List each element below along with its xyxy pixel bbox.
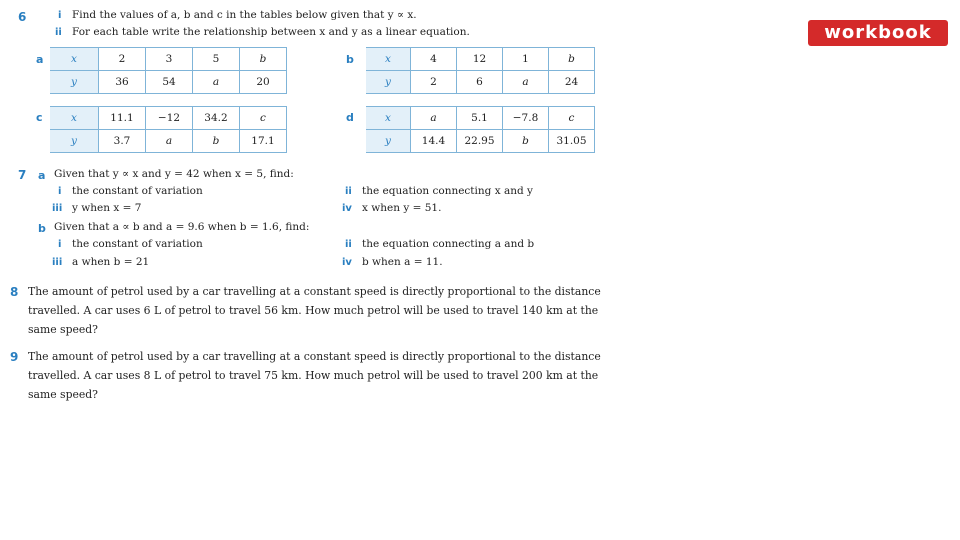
table-cell: a [193,71,240,94]
question-9-text: The amount of petrol used by a car travelling at a constant speed is directly proportional to the distance travelled. A car uses 8 L of petrol to travel 75 km. How much petrol will be used to travel 200 km at the same speed? [28,350,601,401]
table-row [50,48,287,71]
table-cell: 11.1 [99,107,146,130]
table-cell: 3 [146,48,193,71]
table-cell: 2 [99,48,146,71]
table-a [50,47,287,94]
q7a-item-label: iv [342,203,352,214]
table-row [366,107,595,130]
q7a-item-label: i [58,186,62,197]
q7a-item-text: y when x = 7 [72,202,142,214]
table-c [50,106,287,153]
table-cell: 1 [503,48,549,71]
table-cell: a [146,130,193,153]
question-7-number: 7 [18,168,27,182]
table-cell-header: y [50,130,99,153]
q6-part-i-label: i [58,10,62,21]
q7b-item-label: ii [345,239,352,250]
table-cell: 34.2 [193,107,240,130]
table-row [50,130,287,153]
table-b-label: b [346,53,354,66]
q7b-item-label: iii [52,257,63,268]
table-cell: 17.1 [240,130,287,153]
table-cell-header: x [366,107,411,130]
table-cell: 24 [549,71,595,94]
table-c-label: c [36,111,43,124]
workbook-logo: workbook [808,20,948,46]
q6-part-ii-label: ii [55,27,62,38]
table-cell-header: x [50,48,99,71]
q7a-item-text: the constant of variation [72,185,203,197]
q7a-item-label: iii [52,203,63,214]
table-cell: 5.1 [457,107,503,130]
table-cell: 12 [457,48,503,71]
table-cell: 3.7 [99,130,146,153]
table-cell: −12 [146,107,193,130]
q6-part-i-text: Find the values of a, b and c in the tables below given that y ∝ x. [72,9,417,21]
table-cell-header: x [50,107,99,130]
table-cell: 36 [99,71,146,94]
q6-part-ii-text: For each table write the relationship between x and y as a linear equation. [72,26,470,38]
q7b-item-text: the equation connecting a and b [362,238,535,250]
table-d-label: d [346,111,354,124]
table-cell: −7.8 [503,107,549,130]
table-cell-header: y [366,130,411,153]
table-row [366,130,595,153]
table-cell: a [411,107,457,130]
table-cell: b [240,48,287,71]
table-cell: a [503,71,549,94]
q7b-item-text: the constant of variation [72,238,203,250]
table-row [366,48,595,71]
q7b-item-label: i [58,239,62,250]
table-cell-header: y [366,71,411,94]
table-row [366,71,595,94]
table-cell: 22.95 [457,130,503,153]
table-d [366,106,595,153]
table-cell: 14.4 [411,130,457,153]
table-cell: b [503,130,549,153]
q7-part-b-label: b [38,222,46,235]
table-cell: b [549,48,595,71]
table-cell: b [193,130,240,153]
table-cell-header: y [50,71,99,94]
table-cell: c [240,107,287,130]
question-8-text: The amount of petrol used by a car travelling at a constant speed is directly proportional to the distance travelled. A car uses 6 L of petrol to travel 56 km. How much petrol will be used to travel 140 km at the same speed? [28,285,601,336]
table-cell: 4 [411,48,457,71]
question-9-number: 9 [10,350,19,364]
q7-part-b-text: Given that a ∝ b and a = 9.6 when b = 1.6, find: [54,221,310,233]
table-cell-header: x [366,48,411,71]
table-cell: 20 [240,71,287,94]
q7a-item-text: the equation connecting x and y [362,185,533,197]
q7b-item-text: a when b = 21 [72,256,150,268]
q7b-item-label: iv [342,257,352,268]
table-b [366,47,595,94]
table-cell: 5 [193,48,240,71]
q7a-item-label: ii [345,186,352,197]
table-cell: 6 [457,71,503,94]
table-cell: c [549,107,595,130]
table-row [50,71,287,94]
q7a-item-text: x when y = 51. [362,202,442,214]
q7-part-a-text: Given that y ∝ x and y = 42 when x = 5, find: [54,168,294,180]
table-row [50,107,287,130]
table-cell: 54 [146,71,193,94]
table-cell: 2 [411,71,457,94]
question-8-number: 8 [10,285,19,299]
question-6-number: 6 [18,10,27,24]
q7-part-a-label: a [38,169,46,182]
table-cell: 31.05 [549,130,595,153]
q7b-item-text: b when a = 11. [362,256,443,268]
table-a-label: a [36,53,44,66]
